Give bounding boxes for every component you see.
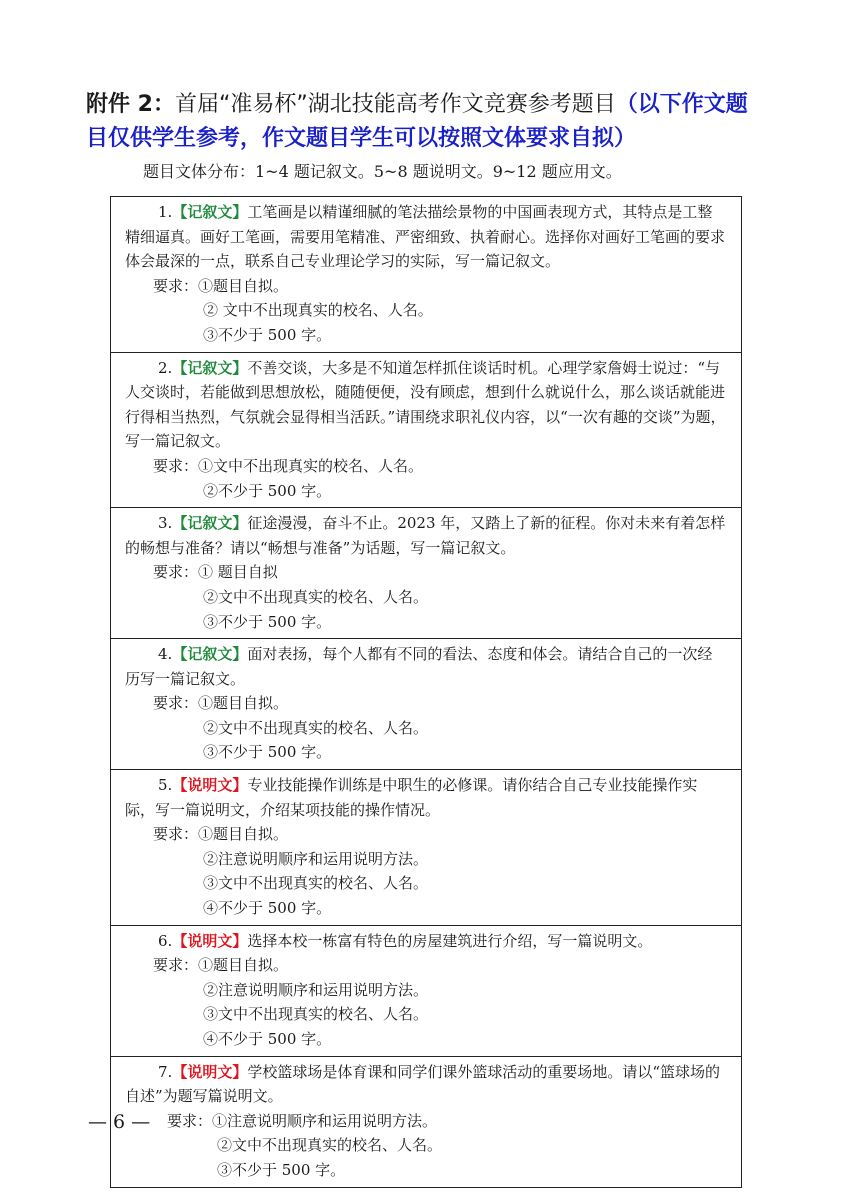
- genre-tag: 【记叙文】: [172, 358, 248, 377]
- topics-table: [110, 196, 742, 1188]
- table-row: [111, 639, 742, 770]
- topic-text: 学校篮球场是体育课和同学们课外篮球活动的重要场地。请以“篮球场的自述”为题写篇说明文。: [125, 1062, 720, 1106]
- requirement-item: ①文中不出现真实的校名、人名。: [198, 456, 424, 475]
- requirement-item: ②文中不出现真实的校名、人名。: [203, 718, 429, 737]
- genre-distribution: 题目文体分布：1~4 题记叙文。5~8 题说明文。9~12 题应用文。: [143, 162, 622, 181]
- requirement-line: [125, 822, 727, 847]
- genre-tag: 【记叙文】: [172, 645, 248, 664]
- requirement-line: [125, 691, 727, 716]
- requirement-item: ②注意说明顺序和运用说明方法。: [203, 849, 429, 868]
- topic-text: 工笔画是以精谨细腻的笔法描绘景物的中国画表现方式，其特点是工整精细逼真。画好工笔画，需要用笔精准、严密细致、执着耐心。选择你对画好工笔画的要求体会最深的一点，联系自己专业理论学习的实际，写一篇记叙文。: [125, 203, 726, 271]
- topic-body: [125, 356, 727, 454]
- table-row: [111, 1056, 742, 1187]
- topic-cell-3: [111, 508, 742, 639]
- topic-number: 4.: [158, 645, 173, 664]
- topic-body: [125, 1060, 727, 1109]
- requirement-label: 要求：: [153, 825, 199, 844]
- genre-tag: 【记叙文】: [172, 514, 248, 533]
- table-row: [111, 508, 742, 639]
- requirement-item: ③不少于 500 字。: [203, 743, 332, 762]
- title-note: （以下作文题目仅供学生参考，作文题目学生可以按照文体要求自拟）: [86, 92, 748, 151]
- topic-body: [125, 511, 727, 560]
- topic-number: 5.: [158, 776, 173, 795]
- requirement-item: ④不少于 500 字。: [203, 1030, 332, 1048]
- topic-text: 选择本校一栋富有特色的房屋建筑进行介绍，写一篇说明文。: [247, 931, 653, 950]
- requirement-line: [125, 560, 727, 585]
- requirement-line: [125, 953, 727, 978]
- requirement-label: 要求：: [153, 563, 199, 582]
- requirement-item: ①注意说明顺序和运用说明方法。: [212, 1111, 438, 1130]
- requirement-item: ③不少于 500 字。: [217, 1160, 346, 1179]
- document-title: [86, 88, 766, 156]
- topic-number: 7.: [158, 1062, 173, 1081]
- genre-tag: 【说明文】: [172, 776, 248, 795]
- table-row: [111, 925, 742, 1056]
- requirement-item: ③文中不出现真实的校名、人名。: [203, 1005, 429, 1024]
- genre-tag: 【说明文】: [172, 1062, 248, 1081]
- topic-cell-5: [111, 770, 742, 926]
- requirement-line: [125, 454, 727, 479]
- topic-number: 6.: [158, 931, 173, 950]
- topic-text: 征途漫漫，奋斗不止。2023 年，又踏上了新的征程。你对未来有着怎样的畅想与准备？请以“畅想与准备”为话题，写一篇记叙文。: [125, 514, 726, 557]
- topic-cell-7: [111, 1056, 742, 1187]
- topic-cell-6: [111, 925, 742, 1056]
- requirement-item: ② 文中不出现真实的校名、人名。: [203, 301, 433, 320]
- requirement-line: [125, 1109, 727, 1134]
- requirement-item: ①题目自拟。: [198, 694, 289, 713]
- requirement-item: ①题目自拟。: [198, 956, 289, 975]
- requirement-item: ①题目自拟。: [198, 825, 289, 844]
- table-row: [111, 197, 742, 353]
- page-number: — 6 —: [88, 1111, 151, 1133]
- topic-cell-1: [111, 197, 742, 353]
- table-row: [111, 770, 742, 926]
- requirement-item: ① 题目自拟: [198, 563, 278, 582]
- table-row: [111, 352, 742, 508]
- topic-body: [125, 642, 727, 691]
- requirement-item: ③不少于 500 字。: [203, 325, 332, 344]
- genre-tag: 【记叙文】: [172, 203, 248, 221]
- requirement-label: 要求：: [153, 276, 199, 295]
- requirement-label: 要求：: [153, 956, 199, 975]
- topic-number: 3.: [158, 514, 173, 533]
- requirement-item: ②不少于 500 字。: [203, 481, 332, 500]
- requirement-item: ④不少于 500 字。: [203, 899, 332, 918]
- requirement-item: ②文中不出现真实的校名、人名。: [203, 587, 429, 606]
- requirement-item: ②文中不出现真实的校名、人名。: [217, 1136, 443, 1155]
- topic-number: 2.: [158, 358, 173, 377]
- requirement-item: ③不少于 500 字。: [203, 612, 332, 631]
- requirement-label: 要求：: [167, 1111, 213, 1130]
- requirement-label: 要求：: [153, 456, 199, 475]
- topic-body: [125, 773, 727, 822]
- topic-number: 1.: [158, 203, 173, 221]
- genre-tag: 【说明文】: [172, 931, 248, 950]
- requirement-item: ②注意说明顺序和运用说明方法。: [203, 980, 429, 999]
- title-prefix: 附件 2：: [86, 92, 175, 117]
- requirement-item: ③文中不出现真实的校名、人名。: [203, 874, 429, 893]
- requirement-item: ①题目自拟。: [198, 276, 289, 295]
- topic-body: [125, 200, 727, 274]
- requirement-label: 要求：: [153, 694, 199, 713]
- topic-cell-4: [111, 639, 742, 770]
- topic-cell-2: [111, 352, 742, 508]
- title-main: 首届“准易杯”湖北技能高考作文竞赛参考题目: [174, 92, 616, 117]
- requirement-line: [125, 274, 727, 299]
- topic-body: [125, 929, 727, 954]
- topic-text: 面对表扬，每个人都有不同的看法、态度和体会。请结合自己的一次经历写一篇记叙文。: [125, 645, 713, 688]
- topic-text: 不善交谈，大多是不知道怎样抓住谈话时机。心理学家詹姆士说过：“与人交谈时，若能做到思想放松，随随便便，没有顾虑，想到什么就说什么，那么谈话就能进行得相当热烈，气氛就会显得相当活跃。”请围绕求职礼仪内容，以“一次有趣的交谈”为题，写一篇记叙文。: [125, 358, 726, 451]
- topic-text: 专业技能操作训练是中职生的必修课。请你结合自己专业技能操作实际，写一篇说明文，介绍某项技能的操作情况。: [125, 776, 698, 819]
